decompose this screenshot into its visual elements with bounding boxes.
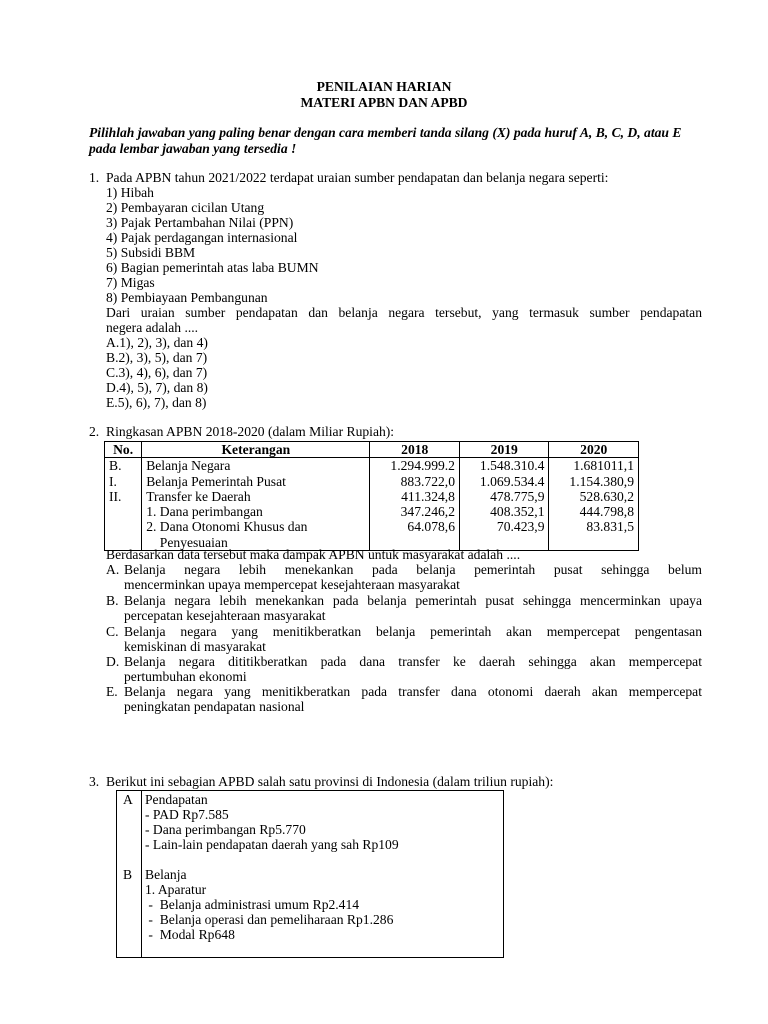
- apbn-table: [104, 441, 639, 551]
- q1-option-b[interactable]: [106, 350, 207, 365]
- option-text: 1), 2), 3), dan 4): [119, 335, 208, 350]
- q1-option-e[interactable]: [106, 395, 206, 410]
- table-cell: Transfer ke Daerah: [142, 489, 370, 504]
- q2-option-e-letter[interactable]: E.: [106, 684, 118, 699]
- table-cell: 347.246,2: [370, 504, 460, 519]
- section-a-item: - Dana perimbangan Rp5.770: [145, 822, 306, 837]
- table-cell: [549, 535, 639, 551]
- table-cell: 1.548.310.4: [459, 458, 549, 474]
- table-cell: 2. Dana Otonomi Khusus dan: [142, 519, 370, 534]
- instruction-text: Pilihlah jawaban yang paling benar dengan cara memberi tanda silang (X) pada huruf A, B, C, D, atau E pada lembar jawaban yang tersedia !: [89, 125, 682, 156]
- table-row: [105, 458, 639, 474]
- table-row: [105, 519, 639, 534]
- option-letter: D.: [106, 380, 120, 395]
- q1-item: 2) Pembayaran cicilan Utang: [106, 200, 265, 215]
- table-cell: 883.722,0: [370, 474, 460, 489]
- table-cell: 1.154.380,9: [549, 474, 639, 489]
- q1-item: 4) Pajak perdagangan internasional: [106, 230, 298, 245]
- q1-option-c[interactable]: [106, 365, 207, 380]
- q1-item: 6) Bagian pemerintah atas laba BUMN: [106, 260, 319, 275]
- column-header: Keterangan: [142, 442, 370, 458]
- table-cell: 1.681011,1: [549, 458, 639, 474]
- column-header: 2020: [549, 442, 639, 458]
- table-cell: Belanja Negara: [142, 458, 370, 474]
- q1-item: 1) Hibah: [106, 185, 154, 200]
- option-letter: B.: [106, 350, 119, 365]
- table-cell: 83.831,5: [549, 519, 639, 534]
- section-a-title: Pendapatan: [145, 792, 208, 807]
- q1-question-line-1: Dari uraian sumber pendapatan dan belanja negara tersebut, yang termasuk sumber pendapatan: [106, 305, 702, 320]
- table-cell: Belanja Pemerintah Pusat: [142, 474, 370, 489]
- q3-number: 3.: [89, 774, 100, 789]
- q1-question-line-2: negera adalah ....: [106, 320, 199, 335]
- q2-option-e-line-1[interactable]: Belanja negara yang menitikberatkan pada transfer dana otonomi daerah akan mempercepat: [124, 684, 702, 699]
- table-cell: II.: [105, 489, 142, 504]
- section-b-title: Belanja: [145, 867, 187, 882]
- table-cell: 444.798,8: [549, 504, 639, 519]
- table-cell: 1. Dana perimbangan: [142, 504, 370, 519]
- q2-stem: Ringkasan APBN 2018-2020 (dalam Miliar Rupiah):: [106, 424, 395, 439]
- table-cell: 408.352,1: [459, 504, 549, 519]
- table-cell: Penyesuaian: [142, 535, 370, 551]
- q2-question: Berdasarkan data tersebut maka dampak APBN untuk masyarakat adalah ....: [106, 547, 521, 562]
- q1-item: 8) Pembiayaan Pembangunan: [106, 290, 268, 305]
- section-b-item: - Belanja administrasi umum Rp2.414: [145, 897, 360, 912]
- option-letter: E.: [106, 395, 118, 410]
- section-b-letter: B: [123, 867, 133, 882]
- q2-option-a-letter[interactable]: A.: [106, 562, 120, 577]
- q2-number: 2.: [89, 424, 100, 439]
- title-line-1: PENILAIAN HARIAN: [316, 79, 452, 94]
- section-b-subtitle: 1. Aparatur: [145, 882, 207, 897]
- q2-option-c-line-2[interactable]: kemiskinan di masyarakat: [124, 639, 266, 654]
- q2-option-c-letter[interactable]: C.: [106, 624, 119, 639]
- table-cell: [105, 504, 142, 519]
- column-header: No.: [105, 442, 142, 458]
- q2-option-c-line-1[interactable]: Belanja negara yang menitikberatkan belanja pemerintah akan mempercepat pengentasan: [124, 624, 702, 639]
- option-text: 5), 6), 7), dan 8): [117, 395, 207, 410]
- table-cell: 478.775,9: [459, 489, 549, 504]
- table-cell: 1.069.534.4: [459, 474, 549, 489]
- q1-item: 7) Migas: [106, 275, 155, 290]
- column-header: 2018: [370, 442, 460, 458]
- q3-stem: Berikut ini sebagian APBD salah satu provinsi di Indonesia (dalam triliun rupiah):: [106, 774, 554, 789]
- q2-option-d-letter[interactable]: D.: [106, 654, 120, 669]
- q2-option-e-line-2[interactable]: peningkatan pendapatan nasional: [124, 699, 305, 714]
- q2-option-d-line-1[interactable]: Belanja negara dititikberatkan pada dana transfer ke daerah sehingga akan mempercepat: [124, 654, 702, 669]
- option-text: 4), 5), 7), dan 8): [119, 380, 208, 395]
- box-divider: [141, 791, 142, 957]
- apbd-box: [116, 790, 504, 958]
- option-letter: A.: [106, 335, 120, 350]
- table-cell: I.: [105, 474, 142, 489]
- section-b-item: - Modal Rp648: [145, 927, 235, 942]
- q2-option-a-line-2[interactable]: mencerminkan upaya mempercepat kesejahteraan masyarakat: [124, 577, 460, 592]
- q2-option-b-line-2[interactable]: percepatan kesejahteraan masyarakat: [124, 608, 326, 623]
- table-row: [105, 504, 639, 519]
- q1-number: 1.: [89, 170, 100, 185]
- section-a-letter: A: [123, 792, 133, 807]
- table-cell: B.: [105, 458, 142, 474]
- q1-item: 5) Subsidi BBM: [106, 245, 196, 260]
- table-cell: 70.423,9: [459, 519, 549, 534]
- q1-item: 3) Pajak Pertambahan Nilai (PPN): [106, 215, 294, 230]
- q1-stem: Pada APBN tahun 2021/2022 terdapat uraian sumber pendapatan dan belanja negara seperti:: [106, 170, 609, 185]
- section-a-item: - Lain-lain pendapatan daerah yang sah Rp109: [145, 837, 399, 852]
- table-cell: 1.294.999.2: [370, 458, 460, 474]
- table-cell: 64.078,6: [370, 519, 460, 534]
- q2-option-d-line-2[interactable]: pertumbuhan ekonomi: [124, 669, 247, 684]
- option-letter: C.: [106, 365, 119, 380]
- table-cell: 411.324,8: [370, 489, 460, 504]
- q1-option-d[interactable]: [106, 380, 208, 395]
- table-row: [105, 474, 639, 489]
- table-cell: 528.630,2: [549, 489, 639, 504]
- q1-option-a[interactable]: [106, 335, 208, 350]
- option-text: 3), 4), 6), dan 7): [118, 365, 208, 380]
- q2-option-b-letter[interactable]: B.: [106, 593, 119, 608]
- table-cell: [105, 519, 142, 534]
- option-text: 2), 3), 5), dan 7): [118, 350, 208, 365]
- section-a-item: - PAD Rp7.585: [145, 807, 229, 822]
- q2-option-b-line-1[interactable]: Belanja negara lebih menekankan pada belanja pemerintah pusat sehingga mencerminkan upaya: [124, 593, 702, 608]
- section-b-item: - Belanja operasi dan pemeliharaan Rp1.286: [145, 912, 394, 927]
- table-row: [105, 489, 639, 504]
- column-header: 2019: [459, 442, 549, 458]
- q2-option-a-line-1[interactable]: Belanja negara lebih menekankan pada belanja pemerintah pusat sehingga belum: [124, 562, 702, 577]
- title-line-2: MATERI APBN DAN APBD: [300, 95, 468, 110]
- table-header-row: [105, 442, 639, 458]
